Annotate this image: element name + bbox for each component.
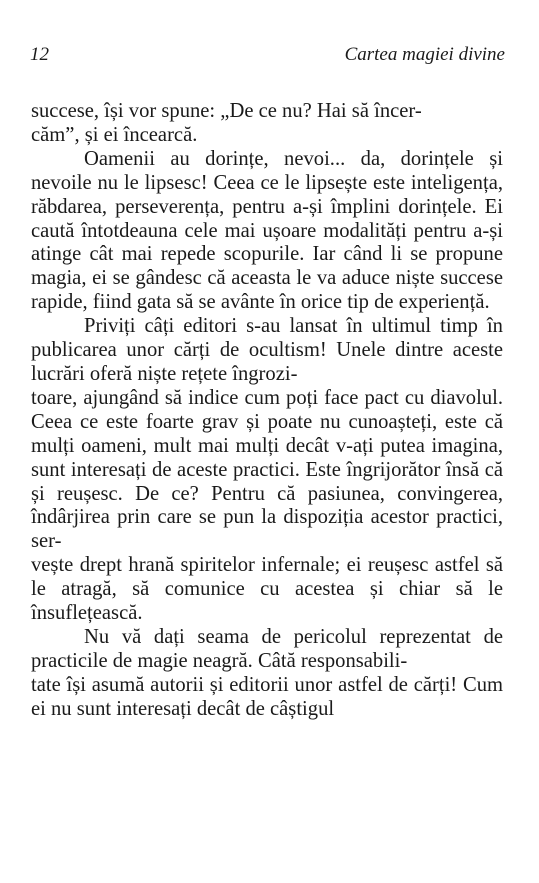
paragraph bbox=[31, 626, 503, 722]
paragraph bbox=[31, 148, 503, 315]
text-line: succese, își vor spune: „De ce nu? Hai să încer- bbox=[31, 100, 422, 122]
text-line: Nu vă dați seama de pericolul reprezentat bbox=[84, 625, 471, 648]
text-line: de practicile de magie neagră. Câtă responsabili- bbox=[31, 625, 503, 672]
text-line: toare, ajungând să indice cum poți face pact cu bbox=[31, 386, 425, 409]
text-line: timp în publicarea unor cărți de ocultism! Unele bbox=[31, 315, 503, 362]
text-line: decât v-ați putea imagina, sunt interesați de aceste bbox=[31, 434, 503, 481]
text-line: diavolul. Ceea ce este foarte grav și poate nu bbox=[31, 386, 503, 433]
text-line: tate își asumă autorii și editorii unor astfel de bbox=[31, 673, 408, 696]
text-line: dintre aceste lucrări oferă niște rețete îngrozi- bbox=[31, 339, 504, 385]
text-line: se gândesc că aceasta le va aduce niște succese bbox=[112, 267, 503, 290]
text-line: Priviți câți editori s-au lansat în ultimul bbox=[84, 315, 432, 338]
page-header bbox=[30, 42, 505, 68]
text-line: cunoașteți, este că mulți oameni, mult mai mulți bbox=[31, 410, 504, 457]
paragraph bbox=[31, 100, 503, 148]
text-line: și nevoile nu le lipsesc! Ceea ce le lipsește este bbox=[31, 147, 503, 194]
text-line: rapide, fiind gata să se avânte în orice tip de bbox=[31, 291, 394, 314]
text-line: inteligența, răbdarea, perseverența, pentru a-și bbox=[31, 171, 503, 218]
text-line: vește drept hrană spiritelor infernale; ei reușesc bbox=[31, 554, 429, 577]
text-line: cărți! Cum ei nu sunt interesați decât de câștigul bbox=[31, 673, 504, 720]
text-line: ce? Pentru că pasiunea, convingerea, îndârjirea bbox=[31, 482, 503, 529]
text-line: practici. Este îngrijorător însă că și reușesc. De bbox=[31, 458, 503, 505]
text-line: astfel să le atragă, să comunice cu acestea și chiar bbox=[31, 554, 504, 601]
text-line: repede scopurile. Iar când li se propune magia, ei bbox=[31, 243, 503, 290]
body-text bbox=[31, 100, 503, 722]
text-line: ușoare modalități pentru a-și atinge cât mai bbox=[31, 219, 503, 266]
page-number: 12 bbox=[30, 44, 49, 65]
text-line: împlini dorințele. Ei caută întotdeauna cele mai bbox=[31, 195, 503, 242]
text-line: să le însuflețească. bbox=[31, 578, 504, 625]
running-title: Cartea magiei divine bbox=[344, 44, 505, 65]
paragraph bbox=[31, 315, 503, 626]
text-line: prin care se pun la dispoziția acestor practici, ser- bbox=[31, 506, 503, 553]
text-line: Oamenii au dorințe, nevoi... da, dorințele bbox=[84, 147, 474, 170]
text-line: căm”, și ei încearcă. bbox=[31, 123, 198, 146]
text-line: experiență. bbox=[398, 291, 490, 314]
